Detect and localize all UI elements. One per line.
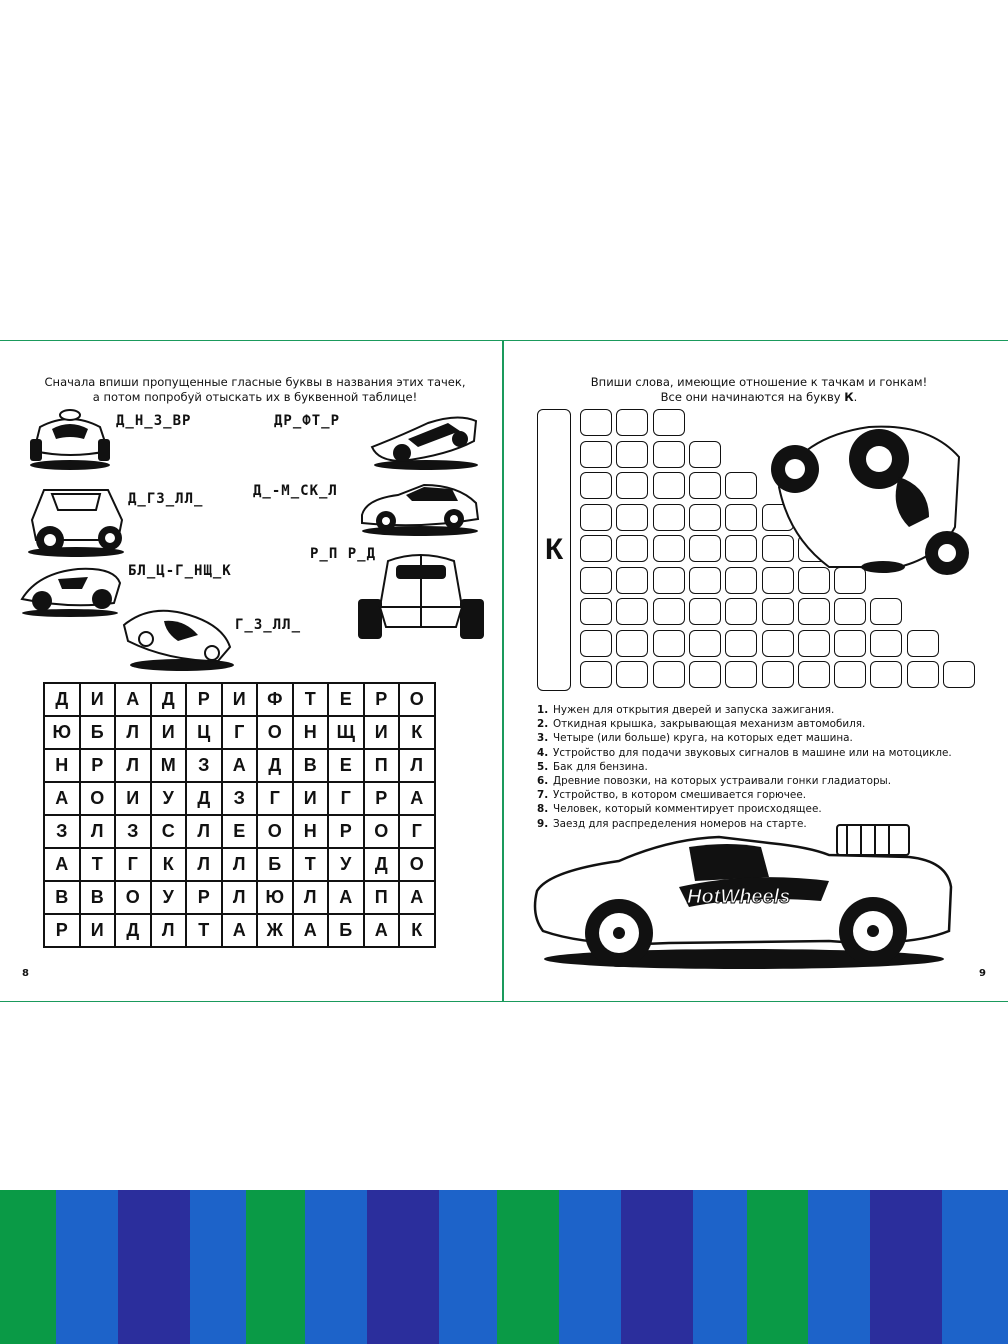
car-illustration-6 [358, 479, 482, 537]
grid-cell: Л [222, 881, 258, 914]
grid-cell: О [399, 683, 435, 716]
crossword-box[interactable] [725, 504, 757, 531]
color-stripe [870, 1190, 942, 1344]
grid-cell: А [115, 683, 151, 716]
grid-cell: Ж [257, 914, 293, 947]
grid-cell: В [293, 749, 329, 782]
grid-cell: И [115, 782, 151, 815]
crossword-box[interactable] [870, 661, 902, 688]
grid-cell: Л [186, 848, 222, 881]
grid-cell: А [399, 782, 435, 815]
color-stripe [808, 1190, 870, 1344]
clue-text: Четыре (или больше) круга, на которых едет машина. [553, 732, 853, 745]
grid-cell: Н [293, 716, 329, 749]
grid-cell: Р [328, 815, 364, 848]
crossword-box[interactable] [616, 504, 648, 531]
car-illustration-5 [368, 407, 480, 471]
car-illustration-4 [118, 601, 236, 673]
grid-cell: Л [399, 749, 435, 782]
clue-list [537, 703, 977, 831]
color-stripe [56, 1190, 118, 1344]
grid-row [44, 683, 435, 716]
grid-cell: Ю [257, 881, 293, 914]
instruction-end: . [853, 390, 858, 404]
crossword-box[interactable] [834, 598, 866, 625]
grid-cell: О [257, 716, 293, 749]
car-word-7: Г_З_ЛЛ_ [235, 617, 302, 633]
crossword-box[interactable] [725, 535, 757, 562]
grid-cell: А [44, 848, 80, 881]
grid-cell: А [44, 782, 80, 815]
grid-cell: И [80, 683, 116, 716]
clue-number: 7. [537, 789, 549, 802]
grid-cell: С [151, 815, 187, 848]
grid-cell: Е [222, 815, 258, 848]
crossword-first-letter-column [537, 409, 571, 691]
left-page [0, 340, 503, 1002]
crossword-box[interactable] [689, 441, 721, 468]
crossword-box[interactable] [580, 567, 612, 594]
grid-cell: Н [44, 749, 80, 782]
car-word-4: Д_-М_СК_Л [253, 483, 338, 499]
color-stripe [559, 1190, 621, 1344]
grid-row [44, 881, 435, 914]
grid-row [44, 815, 435, 848]
crossword-box[interactable] [616, 409, 648, 436]
grid-cell: Р [80, 749, 116, 782]
car-illustration-wheelie [759, 417, 979, 577]
crossword-box[interactable] [580, 535, 612, 562]
crossword-box[interactable] [689, 567, 721, 594]
crossword-box[interactable] [616, 661, 648, 688]
crossword-box[interactable] [616, 535, 648, 562]
grid-cell: В [80, 881, 116, 914]
clue-number: 1. [537, 704, 549, 716]
crossword-box[interactable] [834, 630, 866, 657]
color-stripe [497, 1190, 559, 1344]
grid-cell: А [222, 749, 258, 782]
crossword-box[interactable] [580, 472, 612, 499]
clue-text: Заезд для распределения номеров на старте. [553, 817, 807, 830]
crossword-box[interactable] [798, 598, 830, 625]
clue-item [537, 774, 977, 788]
grid-cell: Д [257, 749, 293, 782]
grid-cell: Г [328, 782, 364, 815]
grid-cell: Р [186, 683, 222, 716]
grid-cell: З [44, 815, 80, 848]
color-stripe [305, 1190, 367, 1344]
grid-cell: Р [364, 683, 400, 716]
clue-number: 2. [537, 718, 549, 731]
clue-number: 8. [537, 803, 549, 816]
color-stripe [0, 1190, 56, 1344]
grid-cell: Д [44, 683, 80, 716]
clue-number: 6. [537, 775, 549, 788]
crossword-box[interactable] [907, 630, 939, 657]
clue-item [537, 731, 977, 745]
crossword-box[interactable] [616, 598, 648, 625]
car-word-3: Д_ГЗ_ЛЛ_ [128, 491, 204, 507]
clue-item [537, 802, 977, 816]
right-instruction-line-2 [564, 390, 954, 405]
clue-number: 5. [537, 760, 549, 773]
grid-cell: А [222, 914, 258, 947]
grid-cell: У [151, 881, 187, 914]
car-illustration-3 [18, 559, 124, 619]
clue-text: Устройство для подачи звуковых сигналов в машине или на мотоцикле. [553, 746, 952, 759]
grid-row [44, 782, 435, 815]
clue-number: 3. [537, 732, 549, 745]
grid-cell: Л [115, 716, 151, 749]
grid-cell: Щ [328, 716, 364, 749]
grid-cell: Н [293, 815, 329, 848]
grid-cell: У [151, 782, 187, 815]
grid-cell: Ц [186, 716, 222, 749]
grid-cell: Г [115, 848, 151, 881]
grid-cell: Д [186, 782, 222, 815]
grid-cell: Б [80, 716, 116, 749]
crossword-box[interactable] [725, 661, 757, 688]
grid-cell: Л [80, 815, 116, 848]
clue-number: 9. [537, 817, 549, 830]
crossword-box[interactable] [762, 630, 794, 657]
color-stripe [747, 1190, 809, 1344]
grid-cell: Д [364, 848, 400, 881]
car-illustration-2 [22, 476, 130, 558]
crossword-first-letter: К [544, 533, 564, 566]
left-instruction-line-2: а потом попробуй отыскать их в буквенной таблице! [92, 390, 418, 404]
grid-cell: З [115, 815, 151, 848]
grid-cell: И [222, 683, 258, 716]
car-word-5: Р_П Р_Д [310, 546, 377, 562]
car-word-1: Д_Н_З_ВР [116, 413, 192, 429]
instruction-prefix: Все они начинаются на букву [660, 390, 845, 404]
grid-cell: Л [186, 815, 222, 848]
crossword-box[interactable] [580, 630, 612, 657]
crossword-box[interactable] [870, 598, 902, 625]
grid-cell: Ф [257, 683, 293, 716]
color-stripe [621, 1190, 693, 1344]
grid-cell: Д [151, 683, 187, 716]
crossword-box[interactable] [762, 661, 794, 688]
clue-text: Откидная крышка, закрывающая механизм автомобиля. [553, 718, 866, 731]
clue-text: Древние повозки, на которых устраивали гонки гладиаторы. [553, 775, 892, 788]
color-stripe [942, 1190, 1008, 1344]
color-stripe [439, 1190, 497, 1344]
grid-cell: К [399, 914, 435, 947]
grid-cell: Е [328, 683, 364, 716]
grid-cell: И [80, 914, 116, 947]
clue-text: Человек, который комментирует происходящее. [553, 803, 822, 816]
grid-cell: Т [293, 848, 329, 881]
clue-item [537, 760, 977, 774]
grid-row [44, 749, 435, 782]
left-instructions [40, 375, 470, 405]
crossword-box[interactable] [907, 661, 939, 688]
crossword-box[interactable] [689, 504, 721, 531]
color-stripe [190, 1190, 246, 1344]
car-illustration-7 [358, 551, 484, 641]
grid-cell: Т [80, 848, 116, 881]
crossword-box[interactable] [870, 630, 902, 657]
crossword-box[interactable] [616, 441, 648, 468]
left-instruction-line-1: Сначала впиши пропущенные гласные буквы в названия этих тачек, [44, 375, 466, 389]
grid-cell: Т [186, 914, 222, 947]
grid-cell: Б [257, 848, 293, 881]
car-illustration-hotwheels [529, 821, 959, 971]
grid-cell: Г [222, 716, 258, 749]
grid-cell: Д [115, 914, 151, 947]
page-number-right: 9 [979, 968, 986, 979]
crossword-box[interactable] [580, 661, 612, 688]
grid-cell: И [293, 782, 329, 815]
crossword-box[interactable] [653, 441, 685, 468]
grid-cell: Г [399, 815, 435, 848]
grid-cell: Р [186, 881, 222, 914]
grid-cell: Е [328, 749, 364, 782]
clue-item [537, 788, 977, 802]
car-illustration-1 [28, 407, 113, 471]
grid-row [44, 914, 435, 947]
page-number-left: 8 [22, 968, 29, 979]
grid-cell: Р [364, 782, 400, 815]
clue-item [537, 717, 977, 731]
grid-cell: Л [293, 881, 329, 914]
color-stripe [693, 1190, 747, 1344]
grid-cell: О [399, 848, 435, 881]
grid-cell: Г [257, 782, 293, 815]
crossword-box[interactable] [616, 567, 648, 594]
grid-cell: О [364, 815, 400, 848]
grid-cell: К [151, 848, 187, 881]
crossword-box[interactable] [653, 567, 685, 594]
instruction-letter: К [844, 390, 854, 404]
right-page [503, 340, 1008, 1002]
color-stripe [246, 1190, 306, 1344]
color-stripes [0, 1190, 1008, 1344]
clue-number: 4. [537, 746, 549, 759]
grid-cell: О [80, 782, 116, 815]
crossword-box[interactable] [725, 630, 757, 657]
grid-row [44, 848, 435, 881]
right-instruction-line-1: Впиши слова, имеющие отношение к тачкам и гонкам! [590, 375, 928, 389]
crossword-box[interactable] [689, 630, 721, 657]
crossword-box[interactable] [689, 661, 721, 688]
grid-cell: Ю [44, 716, 80, 749]
crossword-box[interactable] [725, 598, 757, 625]
grid-cell: И [364, 716, 400, 749]
crossword-box[interactable] [653, 661, 685, 688]
clue-item [537, 746, 977, 760]
hotwheels-logo: HotWheels [687, 886, 791, 908]
crossword-box[interactable] [653, 630, 685, 657]
crossword-box[interactable] [725, 567, 757, 594]
grid-cell: А [364, 914, 400, 947]
crossword-box[interactable] [580, 409, 612, 436]
grid-cell: Б [328, 914, 364, 947]
clue-text: Бак для бензина. [553, 760, 648, 773]
car-word-2: ДР_ФТ_Р [274, 413, 341, 429]
grid-cell: Р [44, 914, 80, 947]
grid-cell: Л [151, 914, 187, 947]
crossword-box[interactable] [653, 598, 685, 625]
crossword-box[interactable] [798, 630, 830, 657]
crossword-box[interactable] [616, 472, 648, 499]
crossword-box[interactable] [689, 535, 721, 562]
grid-cell: П [364, 749, 400, 782]
grid-cell: З [186, 749, 222, 782]
crossword-box[interactable] [943, 661, 975, 688]
grid-cell: А [399, 881, 435, 914]
crossword-box[interactable] [616, 630, 648, 657]
grid-cell: З [222, 782, 258, 815]
grid-cell: В [44, 881, 80, 914]
grid-cell: М [151, 749, 187, 782]
grid-cell: Л [115, 749, 151, 782]
crossword-box[interactable] [689, 472, 721, 499]
crossword-box[interactable] [580, 598, 612, 625]
crossword-box[interactable] [725, 472, 757, 499]
grid-cell: Т [293, 683, 329, 716]
grid-cell: П [364, 881, 400, 914]
word-search-grid [43, 682, 436, 948]
color-stripe [118, 1190, 190, 1344]
grid-cell: У [328, 848, 364, 881]
crossword-box[interactable] [653, 535, 685, 562]
crossword-box[interactable] [834, 661, 866, 688]
grid-cell: Л [222, 848, 258, 881]
clue-text: Нужен для открытия дверей и запуска зажигания. [553, 704, 835, 716]
grid-cell: А [328, 881, 364, 914]
crossword-box[interactable] [653, 409, 685, 436]
clue-item [537, 703, 977, 717]
right-instructions [564, 375, 954, 405]
grid-cell: И [151, 716, 187, 749]
grid-cell: О [257, 815, 293, 848]
crossword-box[interactable] [653, 472, 685, 499]
crossword-box[interactable] [580, 441, 612, 468]
crossword-box[interactable] [762, 598, 794, 625]
grid-cell: К [399, 716, 435, 749]
grid-cell: А [293, 914, 329, 947]
clue-text: Устройство, в котором смешивается горючее. [553, 789, 807, 802]
crossword-box[interactable] [798, 661, 830, 688]
color-stripe [367, 1190, 439, 1344]
crossword-box[interactable] [689, 598, 721, 625]
crossword-box[interactable] [580, 504, 612, 531]
grid-cell: О [115, 881, 151, 914]
car-word-6: БЛ_Ц-Г_НЩ_К [128, 563, 232, 579]
crossword-box[interactable] [653, 504, 685, 531]
grid-row [44, 716, 435, 749]
